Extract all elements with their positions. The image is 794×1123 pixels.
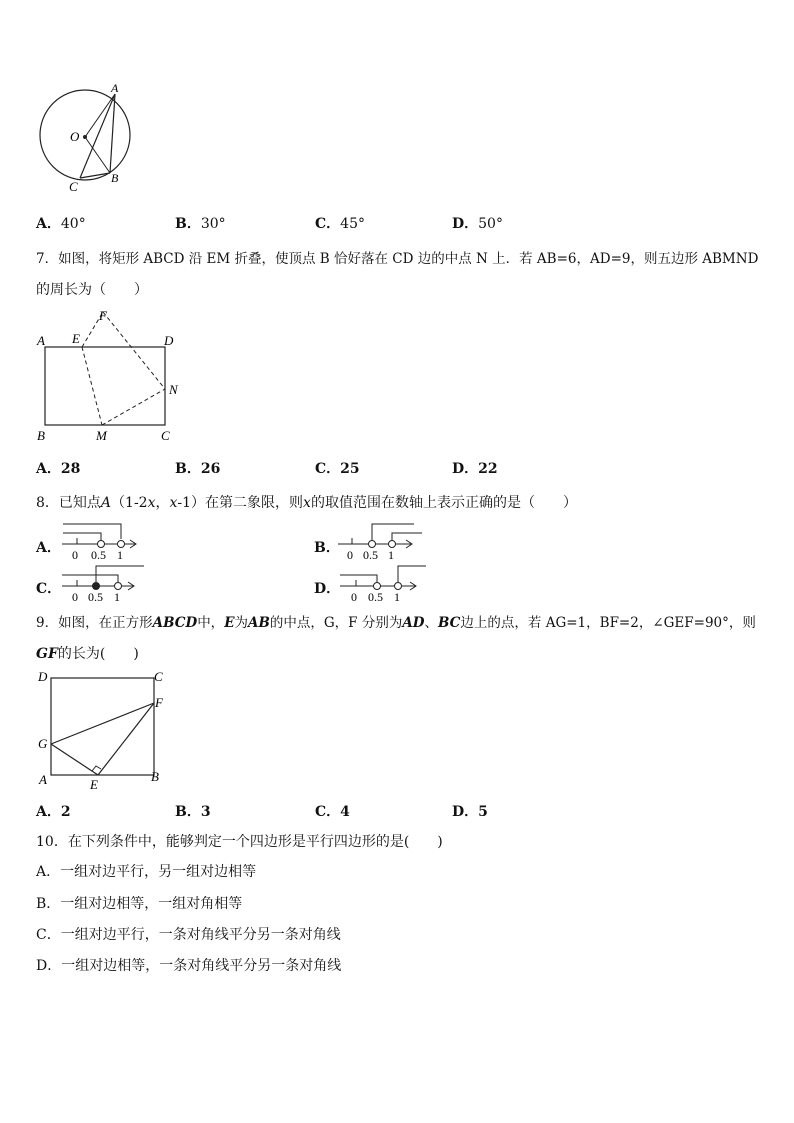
- q9-square-figure: [34, 668, 174, 794]
- q8-option-a[interactable]: A．: [36, 540, 61, 556]
- q7-rectangle-figure: [34, 308, 184, 446]
- q8-option-d[interactable]: D．: [314, 581, 341, 597]
- q8-numberline-a: [58, 520, 148, 562]
- q6-label-C: C: [69, 179, 78, 194]
- q7-option-c[interactable]: C．25: [315, 461, 360, 477]
- q7-stem-line2: 的周长为（ ）: [36, 282, 148, 298]
- svg-text:0.5: 0.5: [91, 548, 106, 562]
- q9-option-c[interactable]: C．4: [315, 804, 350, 820]
- q9-label-F: F: [155, 695, 163, 710]
- q6-label-B: B: [111, 171, 119, 185]
- q10-option-d[interactable]: D．一组对边相等，一条对角线平分另一条对角线: [36, 958, 342, 974]
- svg-text:0: 0: [72, 590, 78, 604]
- svg-text:0: 0: [347, 548, 353, 562]
- q7-label-F: F: [99, 308, 107, 323]
- q9-stem-line2: GF的长为( ): [36, 646, 139, 662]
- q7-label-A: A: [37, 333, 45, 348]
- q7-label-C: C: [161, 428, 170, 443]
- q8-numberline-b: [334, 520, 429, 562]
- svg-text:1: 1: [117, 548, 123, 562]
- q8-numberline-c: [58, 562, 153, 604]
- svg-text:0.5: 0.5: [363, 548, 378, 562]
- q7-label-E: E: [72, 331, 80, 346]
- q9-label-A: A: [39, 772, 47, 787]
- q7-option-b[interactable]: B．26: [175, 461, 221, 477]
- q9-label-C: C: [154, 669, 163, 684]
- q6-option-c[interactable]: C．45°: [315, 216, 365, 232]
- svg-text:0.5: 0.5: [368, 590, 383, 604]
- q9-label-B: B: [151, 769, 159, 784]
- q10-option-a[interactable]: A．一组对边平行，另一组对边相等: [36, 864, 257, 880]
- q7-option-a[interactable]: A．28: [36, 461, 81, 477]
- q10-option-c[interactable]: C．一组对边平行，一条对角线平分另一条对角线: [36, 927, 341, 943]
- q9-option-b[interactable]: B．3: [175, 804, 211, 820]
- q9-label-E: E: [90, 777, 98, 792]
- q6-option-b[interactable]: B．30°: [175, 216, 226, 232]
- q6-circle-figure: [30, 80, 140, 195]
- q6-option-d[interactable]: D．50°: [452, 216, 503, 232]
- svg-text:1: 1: [394, 590, 400, 604]
- q9-stem-line1: 9．如图，在正方形ABCD中，E为AB的中点，G，F 分别为AD、BC边上的点，若 AG=1，BF=2，∠GEF=90°，则: [36, 615, 756, 631]
- q9-label-G: G: [38, 736, 48, 751]
- q10-stem: 10．在下列条件中，能够判定一个四边形是平行四边形的是( ): [36, 834, 443, 850]
- svg-text:0: 0: [351, 590, 357, 604]
- q8-option-c[interactable]: C．: [36, 581, 62, 597]
- q7-label-M: M: [96, 428, 107, 443]
- svg-text:1: 1: [114, 590, 120, 604]
- q9-option-a[interactable]: A．2: [36, 804, 71, 820]
- q6-option-a[interactable]: A．40°: [36, 216, 86, 232]
- q7-option-d[interactable]: D．22: [452, 461, 498, 477]
- q7-label-D: D: [164, 333, 174, 348]
- svg-text:0: 0: [72, 548, 78, 562]
- q7-stem-line1: 7．如图，将矩形 ABCD 沿 EM 折叠，使顶点 B 恰好落在 CD 边的中点 N 上．若 AB=6，AD=9，则五边形 ABMND: [36, 251, 759, 267]
- svg-text:1: 1: [388, 548, 394, 562]
- q9-label-D: D: [38, 669, 48, 684]
- q8-option-b[interactable]: B．: [314, 540, 340, 556]
- q6-label-A: A: [111, 81, 119, 95]
- q9-option-d[interactable]: D．5: [452, 804, 488, 820]
- q8-stem: 8．已知点A（1-2x，x-1）在第二象限，则x的取值范围在数轴上表示正确的是（ ）: [36, 495, 577, 511]
- q7-label-N: N: [169, 382, 178, 397]
- q7-label-B: B: [37, 428, 45, 443]
- q6-label-O: O: [70, 129, 80, 144]
- q8-numberline-d: [334, 562, 434, 604]
- q10-option-b[interactable]: B．一组对边相等，一组对角相等: [36, 896, 243, 912]
- svg-text:0.5: 0.5: [88, 590, 103, 604]
